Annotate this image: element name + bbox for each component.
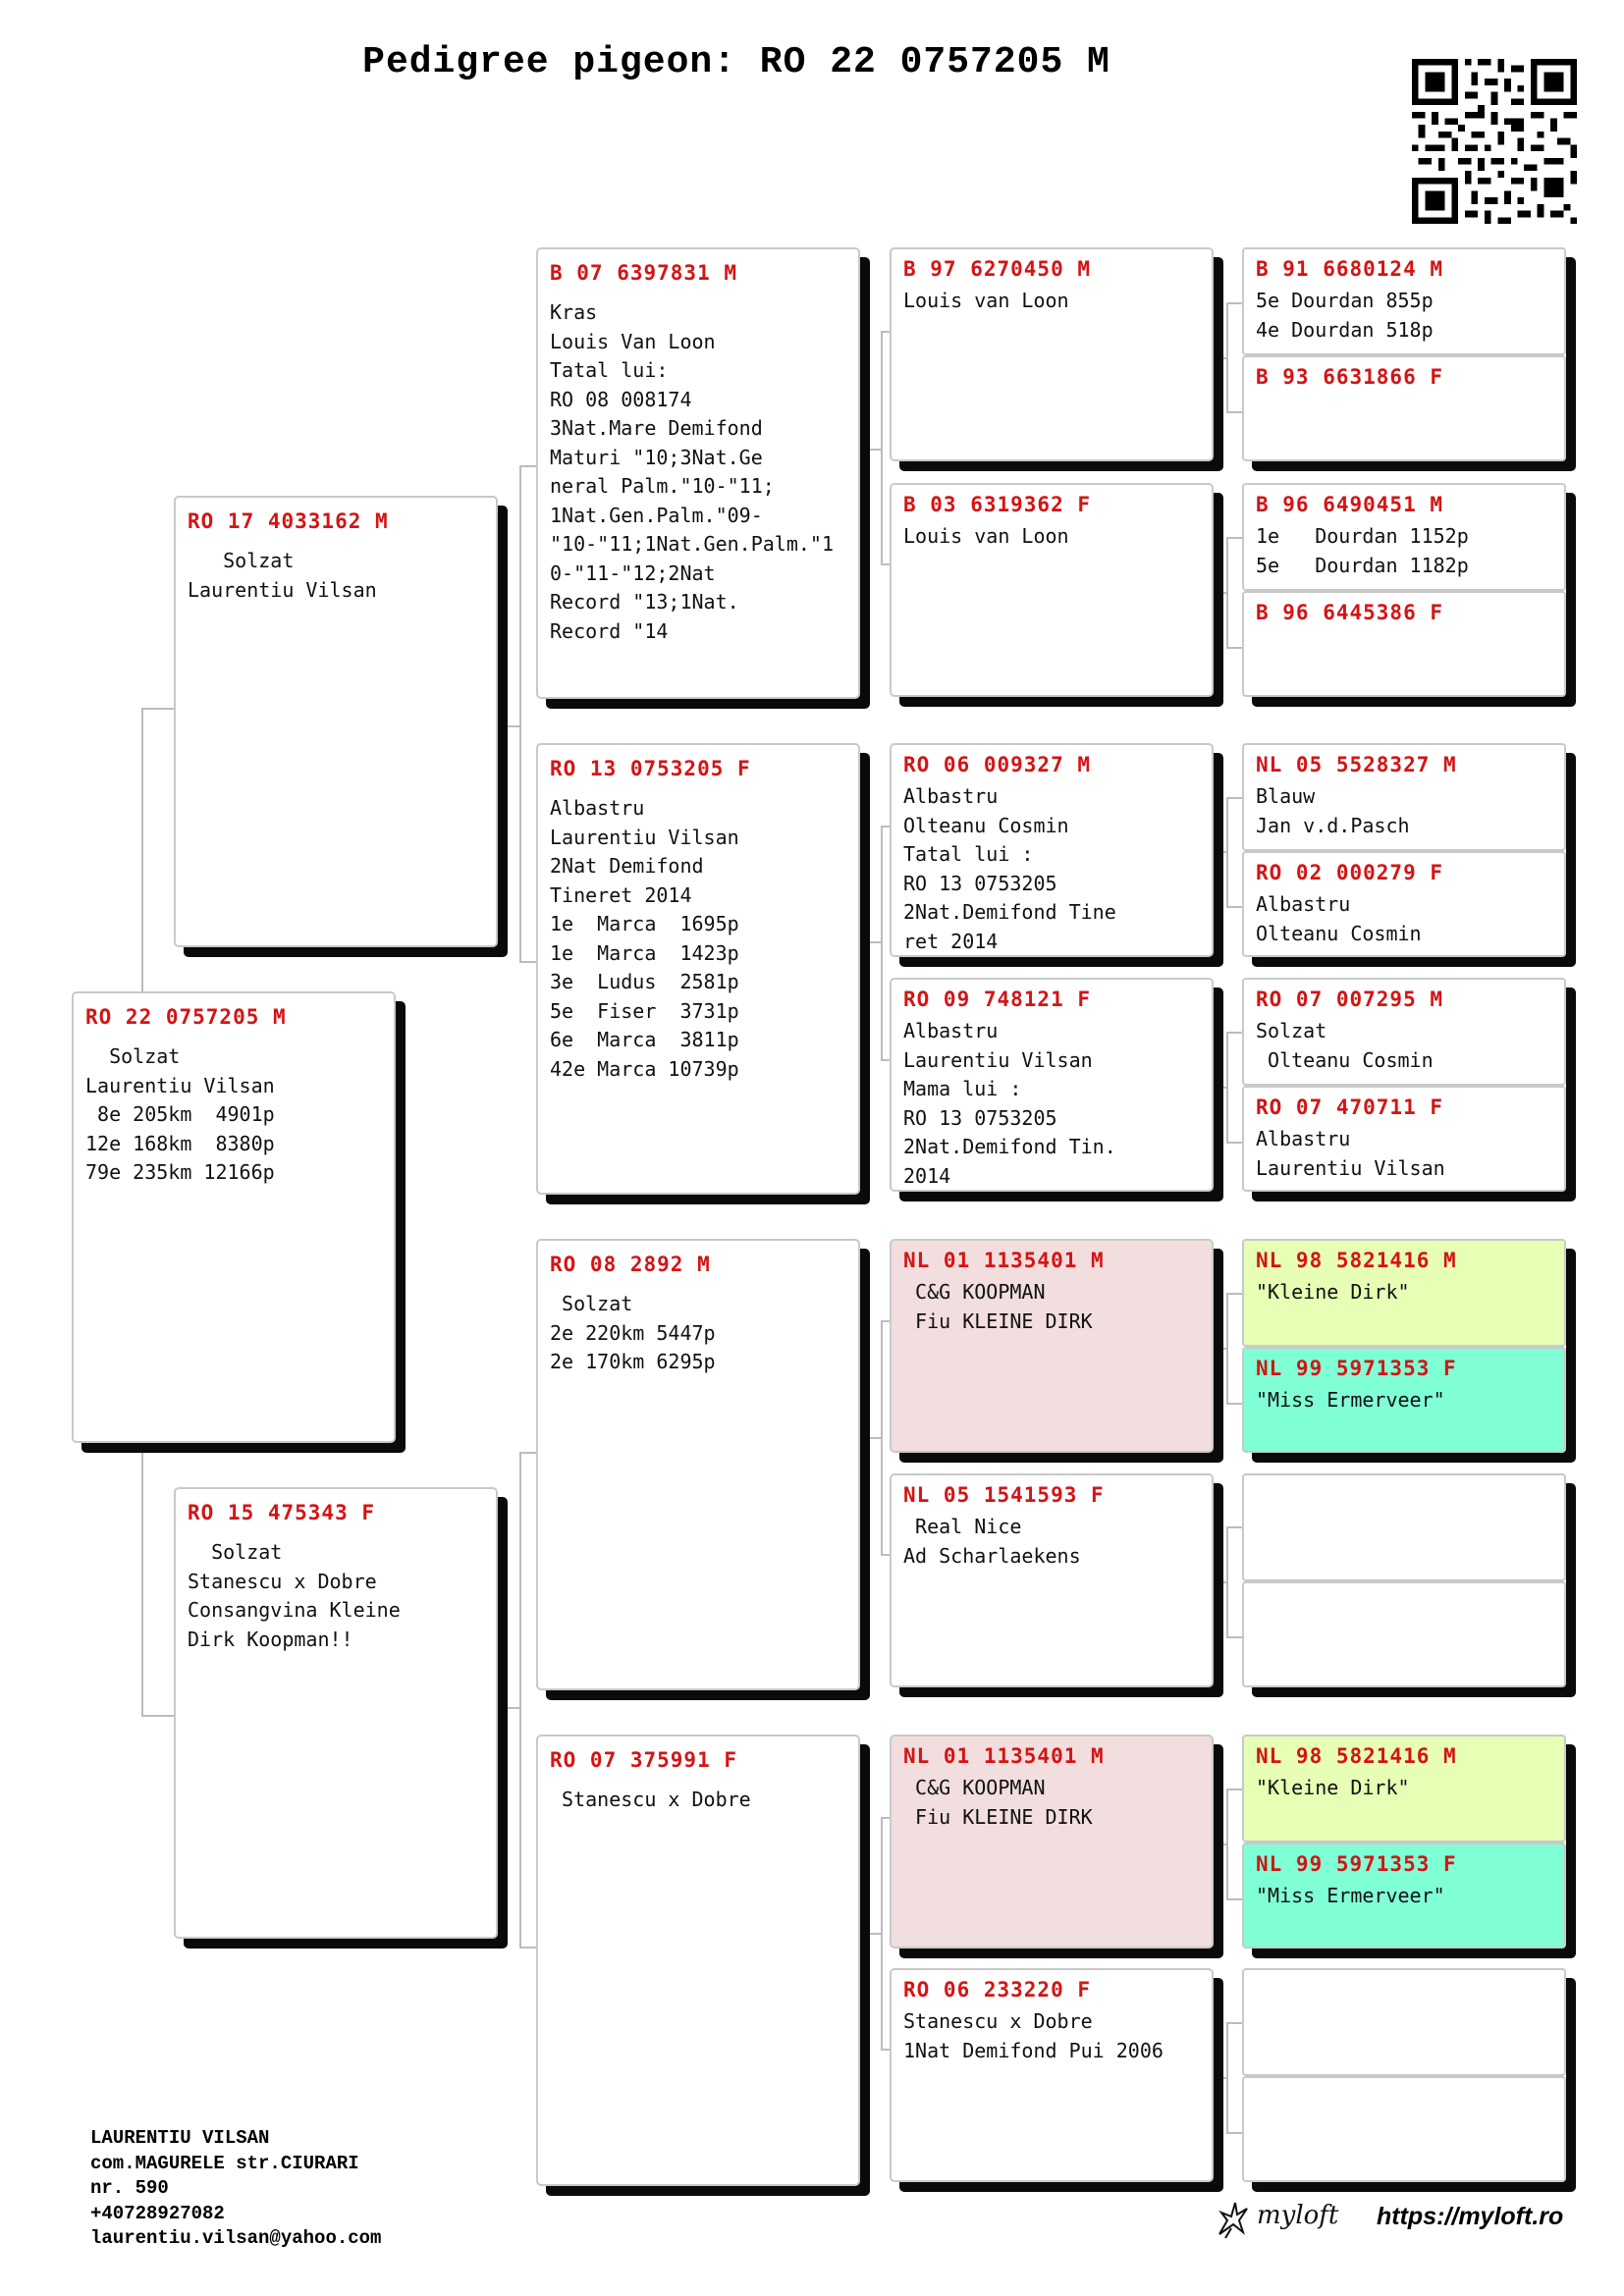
ring-number: NL 05 5528327 M — [1256, 753, 1457, 776]
pigeon-info: C&G KOOPMAN Fiu KLEINE DIRK — [915, 1280, 1093, 1333]
ring-number: NL 98 5821416 M — [1256, 1744, 1457, 1768]
ring-number: RO 07 007295 M — [1256, 988, 1444, 1011]
pigeon-card-gen4[interactable] — [1242, 591, 1566, 697]
ring-number: NL 99 5971353 F — [1256, 1357, 1457, 1380]
ring-number: RO 07 375991 F — [550, 1748, 738, 1772]
pigeon-card-gen3[interactable] — [890, 1968, 1214, 2182]
owner-address-line2: nr. 590 — [90, 2177, 169, 2199]
ring-number: NL 01 1135401 M — [903, 1744, 1105, 1768]
pigeon-card-gen4[interactable] — [1242, 1735, 1566, 1842]
owner-address-line1: com.MAGURELE str.CIURARI — [90, 2152, 359, 2174]
pigeon-card-gen4[interactable] — [1242, 483, 1566, 591]
pigeon-card-gen4[interactable] — [1242, 978, 1566, 1086]
pigeon-info: Stanescu x Dobre — [550, 1788, 751, 1811]
ring-number: RO 02 000279 F — [1256, 861, 1444, 884]
owner-name: LAURENTIU VILSAN — [90, 2127, 270, 2149]
ring-number: RO 09 748121 F — [903, 988, 1092, 1011]
pigeon-info: Albastru Olteanu Cosmin — [1256, 892, 1422, 945]
pigeon-pair-gen4 — [1242, 1735, 1566, 1949]
pigeon-card-gen4-empty[interactable] — [1242, 1581, 1566, 1687]
pigeon-card-gen4[interactable] — [1242, 1347, 1566, 1453]
pigeon-pair-gen4 — [1242, 1968, 1566, 2182]
pigeon-pair-gen4 — [1242, 978, 1566, 1192]
pigeon-card-gen4[interactable] — [1242, 355, 1566, 461]
pigeon-card-gen4[interactable] — [1242, 1842, 1566, 1949]
ring-number: RO 22 0757205 M — [85, 1005, 287, 1029]
pigeon-info: "Miss Ermerveer" — [1256, 1388, 1445, 1412]
pigeon-info: "Miss Ermerveer" — [1256, 1884, 1445, 1907]
pigeon-card-gen3[interactable] — [890, 1735, 1214, 1949]
pigeon-card-gen2[interactable] — [536, 1735, 860, 2186]
ring-number: NL 99 5971353 F — [1256, 1852, 1457, 1876]
pigeon-info: Albastru Laurentiu Vilsan 2Nat Demifond Tineret 2014 1e Marca 1695p 1e Marca 1423p 3e Ludus 2581p 5e Fiser 3731p 6e Marca 3811p 42e Marca 10739p — [550, 796, 739, 1081]
pigeon-info: Louis van Loon — [903, 524, 1069, 548]
pigeon-card-gen3[interactable] — [890, 1473, 1214, 1687]
brand-name: myloft — [1257, 2201, 1339, 2230]
pigeon-pair-gen4 — [1242, 1239, 1566, 1453]
pigeon-card-gen3[interactable] — [890, 1239, 1214, 1453]
pigeon-card-gen3[interactable] — [890, 247, 1214, 461]
pigeon-card-gen4-empty[interactable] — [1242, 2076, 1566, 2182]
ring-number: B 07 6397831 M — [550, 261, 738, 285]
pigeon-info: C&G KOOPMAN Fiu KLEINE DIRK — [915, 1776, 1093, 1829]
pigeon-info: Real Nice Ad Scharlaekens — [903, 1515, 1081, 1568]
pigeon-card-dam[interactable] — [174, 1487, 498, 1939]
pigeon-info: Solzat 2e 220km 5447p 2e 170km 6295p — [550, 1292, 716, 1373]
pigeon-info: Solzat Olteanu Cosmin — [1256, 1019, 1434, 1072]
pigeon-info: Blauw Jan v.d.Pasch — [1256, 784, 1410, 837]
pigeon-card-gen4[interactable] — [1242, 247, 1566, 355]
page-title: Pedigree pigeon: RO 22 0757205 M — [362, 41, 1110, 83]
pigeon-info: Stanescu x Dobre 1Nat Demifond Pui 2006 — [903, 2009, 1164, 2062]
pigeon-info: Albastru Olteanu Cosmin Tatal lui : RO 13 0753205 2Nat.Demifond Tine ret 2014 — [903, 784, 1116, 953]
ring-number: NL 01 1135401 M — [903, 1249, 1105, 1272]
ring-number: RO 06 009327 M — [903, 753, 1092, 776]
ring-number: RO 17 4033162 M — [188, 509, 389, 533]
pigeon-card-gen4[interactable] — [1242, 1239, 1566, 1347]
pigeon-info: Kras Louis Van Loon Tatal lui: RO 08 008174 3Nat.Mare Demifond Maturi "10;3Nat.Ge neral Palm."10-"11; 1Nat.Gen.Palm."09- "10-"11;1Nat.Gen.Palm."1 0-"11-"12;2Nat Record "13;1Nat. Record "14 — [550, 300, 834, 643]
ring-number: NL 98 5821416 M — [1256, 1249, 1457, 1272]
pigeon-info: Solzat Laurentiu Vilsan — [188, 549, 377, 602]
pigeon-info: "Kleine Dirk" — [1256, 1776, 1410, 1799]
pigeon-card-subject[interactable] — [72, 991, 396, 1443]
pigeon-info: Albastru Laurentiu Vilsan — [1256, 1127, 1445, 1180]
pigeon-card-gen2[interactable] — [536, 743, 860, 1195]
pigeon-card-gen4-empty[interactable] — [1242, 1968, 1566, 2076]
pigeon-card-gen2[interactable] — [536, 1239, 860, 1690]
pigeon-info: 5e Dourdan 855p 4e Dourdan 518p — [1256, 289, 1434, 342]
ring-number: RO 06 233220 F — [903, 1978, 1092, 2002]
pigeon-card-gen3[interactable] — [890, 978, 1214, 1192]
ring-number: B 03 6319362 F — [903, 493, 1092, 516]
ring-number: B 96 6490451 M — [1256, 493, 1444, 516]
brand-url-link[interactable]: https://myloft.ro — [1377, 2203, 1564, 2230]
pigeon-info: "Kleine Dirk" — [1256, 1280, 1410, 1304]
pigeon-card-gen3[interactable] — [890, 743, 1214, 957]
pigeon-card-gen2[interactable] — [536, 247, 860, 699]
ring-number: RO 07 470711 F — [1256, 1095, 1444, 1119]
pigeon-card-gen4[interactable] — [1242, 851, 1566, 957]
pigeon-info: Albastru Laurentiu Vilsan Mama lui : RO 13 0753205 2Nat.Demifond Tin. 2014 — [903, 1019, 1116, 1188]
owner-contact — [90, 2126, 381, 2252]
pigeon-card-gen3[interactable] — [890, 483, 1214, 697]
pigeon-card-gen4-empty[interactable] — [1242, 1473, 1566, 1581]
pigeon-card-gen4[interactable] — [1242, 1086, 1566, 1192]
owner-phone[interactable]: +40728927082 — [90, 2202, 225, 2224]
pigeon-info: Solzat Stanescu x Dobre Consangvina Kleine Dirk Koopman!! — [188, 1540, 401, 1651]
owner-email[interactable]: laurentiu.vilsan@yahoo.com — [90, 2227, 382, 2249]
pigeon-pair-gen4 — [1242, 1473, 1566, 1687]
pigeon-pair-gen4 — [1242, 483, 1566, 697]
ring-number: RO 13 0753205 F — [550, 757, 751, 780]
ring-number: B 96 6445386 F — [1256, 601, 1444, 624]
bird-logo-icon — [1214, 2195, 1253, 2240]
pigeon-pair-gen4 — [1242, 247, 1566, 461]
pigeon-card-gen4[interactable] — [1242, 743, 1566, 851]
ring-number: B 91 6680124 M — [1256, 257, 1444, 281]
ring-number: RO 15 475343 F — [188, 1501, 376, 1524]
pigeon-info: Louis van Loon — [903, 289, 1069, 312]
pigeon-info: Solzat Laurentiu Vilsan 8e 205km 4901p 12e 168km 8380p 79e 235km 12166p — [85, 1044, 275, 1184]
brand-footer — [1214, 2195, 1577, 2250]
ring-number: B 93 6631866 F — [1256, 365, 1444, 389]
ring-number: B 97 6270450 M — [903, 257, 1092, 281]
ring-number: NL 05 1541593 F — [903, 1483, 1105, 1507]
ring-number: RO 08 2892 M — [550, 1253, 711, 1276]
pigeon-card-sire[interactable] — [174, 496, 498, 947]
pigeon-pair-gen4 — [1242, 743, 1566, 957]
pigeon-info: 1e Dourdan 1152p 5e Dourdan 1182p — [1256, 524, 1469, 577]
